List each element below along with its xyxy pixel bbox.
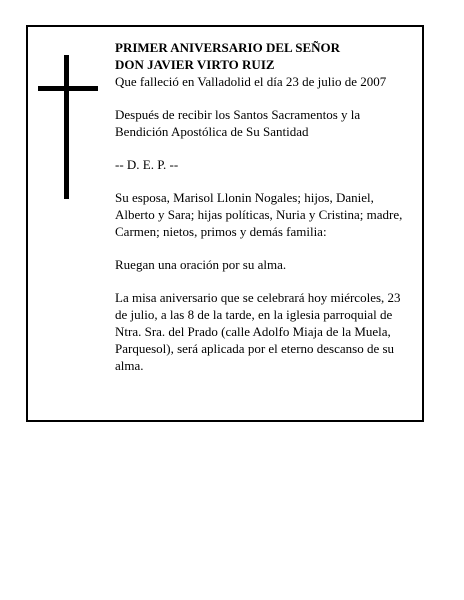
family-text: Su esposa, Marisol Llonin Nogales; hijos, Daniel, Alberto y Sara; hijas políticas, Nuria y Cristina; madre, Carmen; nietos, primos y demás familia: [115, 190, 403, 239]
notice-title-line1: PRIMER ANIVERSARIO DEL SEÑOR [115, 40, 341, 55]
rip-text: -- D. E. P. -- [115, 157, 179, 172]
sacraments-text: Después de recibir los Santos Sacramentos y la Bendición Apostólica de Su Santidad [115, 107, 361, 139]
death-line: Que falleció en Valladolid el día 23 de julio de 2007 [115, 74, 387, 89]
notice-title-line2: DON JAVIER VIRTO RUIZ [115, 57, 275, 72]
cross-vertical-bar [64, 55, 69, 199]
cross-horizontal-bar [38, 86, 98, 91]
obituary-notice [26, 25, 424, 422]
mass-text: La misa aniversario que se celebrará hoy miércoles, 23 de julio, a las 8 de la tarde, en la iglesia parroquial de Ntra. Sra. del Prado (calle Adolfo Miaja de la Muela, Parquesol), será aplicada por el eterno descanso de su alma. [115, 290, 401, 373]
notice-content [115, 39, 415, 390]
prayer-text: Ruegan una oración por su alma. [115, 257, 287, 272]
cross-icon [38, 55, 98, 199]
